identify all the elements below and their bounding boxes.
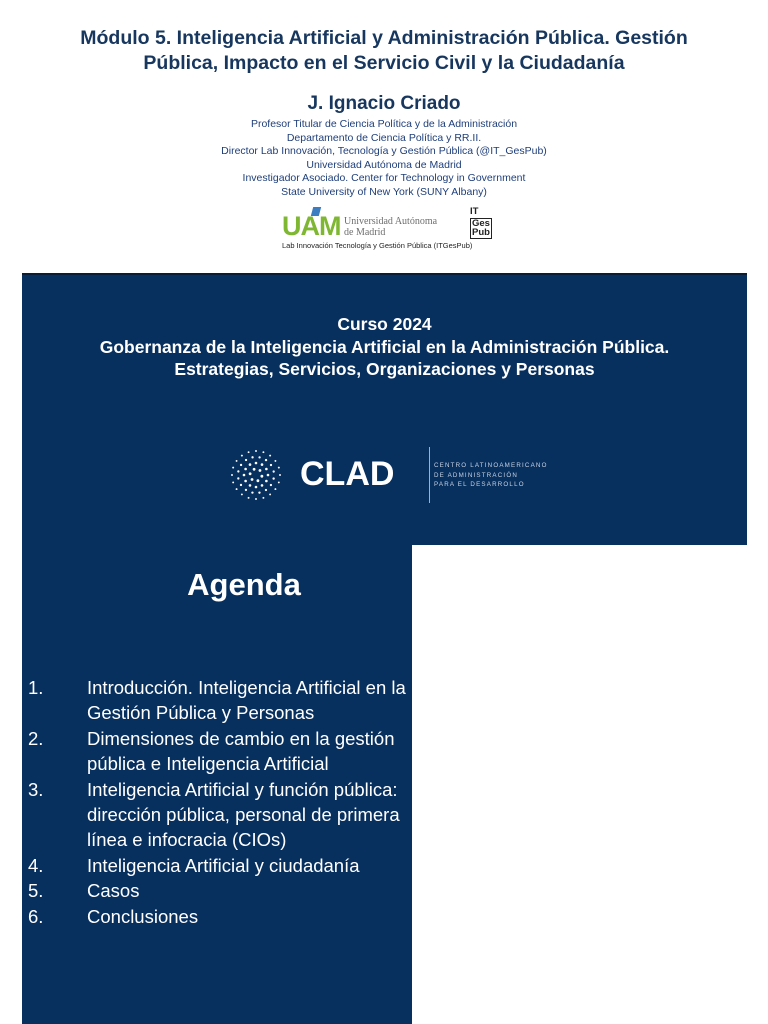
clad-divider <box>429 447 430 503</box>
affiliation-line: Director Lab Innovación, Tecnología y Gestión Pública (@IT_GesPub) <box>221 145 547 158</box>
clad-subtitle-line-3: PARA EL DESARROLLO <box>434 481 525 488</box>
title-line-1: Módulo 5. Inteligencia Artificial y Administración Pública. Gestión <box>80 27 688 49</box>
itgp-line-3: Pub <box>472 227 490 238</box>
agenda-item <box>22 904 412 929</box>
agenda-item-text: Casos <box>87 880 140 902</box>
affiliation-line: Profesor Titular de Ciencia Política y de la Administración <box>250 118 518 130</box>
itgp-line-1: IT <box>470 206 479 217</box>
agenda-list <box>22 675 412 929</box>
uam-text-line-2: de Madrid <box>344 227 386 238</box>
agenda-item-text: Inteligencia Artificial y función pública: dirección pública, personal de primera línea e infocracia (CIOs) <box>87 778 400 851</box>
agenda-item-text: Dimensiones de cambio en la gestión pública e Inteligencia Artificial <box>87 727 395 775</box>
agenda-item-text: Inteligencia Artificial y ciudadanía <box>87 854 360 876</box>
agenda-item <box>22 878 412 903</box>
agenda-item-number: 6. <box>28 905 44 927</box>
agenda-item <box>22 675 412 726</box>
course-banner <box>22 273 747 545</box>
affiliation-line: Departamento de Ciencia Política y RR.II. <box>286 131 482 144</box>
agenda-item-text: Introducción. Inteligencia Artificial en la Gestión Pública y Personas <box>87 677 406 724</box>
itgp-line-2: Ges <box>472 217 490 229</box>
course-name-line-1: Gobernanza de la Inteligencia Artificial en la Administración Pública. <box>99 336 670 357</box>
itgp-box <box>470 218 492 239</box>
course-title <box>22 313 747 381</box>
agenda-item-number: 3. <box>28 778 44 800</box>
document-title <box>20 26 748 76</box>
clad-dot-burst-icon <box>228 447 284 503</box>
agenda-item-number: 1. <box>28 677 44 698</box>
agenda-item-number: 2. <box>28 727 44 749</box>
agenda-item <box>22 777 412 853</box>
agenda-item-number: 5. <box>28 880 44 902</box>
affiliation-line: Investigador Asociado. Center for Technology in Government <box>242 172 526 185</box>
agenda-item <box>22 726 412 777</box>
course-year: Curso 2024 <box>337 314 432 334</box>
uam-text-line-1: Universidad Autónoma <box>344 216 438 227</box>
agenda-item <box>22 853 412 878</box>
uam-logo-text <box>344 216 437 238</box>
course-name-line-2: Estrategias, Servicios, Organizaciones y Personas <box>174 359 595 379</box>
agenda-item-number: 4. <box>28 854 44 876</box>
agenda-title: Agenda <box>187 567 301 602</box>
title-line-2: Pública, Impacto en el Servicio Civil y la Ciudadanía <box>143 52 625 74</box>
itgespub-logo <box>470 207 492 239</box>
affiliation-line: State University of New York (SUNY Albany) <box>281 185 487 198</box>
affiliation-line: Universidad Autónoma de Madrid <box>306 158 462 171</box>
institution-logos <box>282 207 502 252</box>
uam-logo: UAM <box>282 211 341 241</box>
clad-subtitle-line-1: CENTRO LATINOAMERICANO <box>434 462 548 469</box>
agenda-item-text: Conclusiones <box>87 905 199 927</box>
author-name: J. Ignacio Criado <box>307 93 461 114</box>
author-affiliations <box>0 118 768 200</box>
clad-subtitle-line-2: DE ADMINISTRACIÓN <box>434 471 518 479</box>
agenda-panel <box>22 545 412 1024</box>
clad-wordmark: CLAD <box>300 455 395 493</box>
clad-subtitle <box>434 461 548 490</box>
logo-caption: Lab Innovación Tecnología y Gestión Pública (ITGesPub) <box>282 241 473 250</box>
